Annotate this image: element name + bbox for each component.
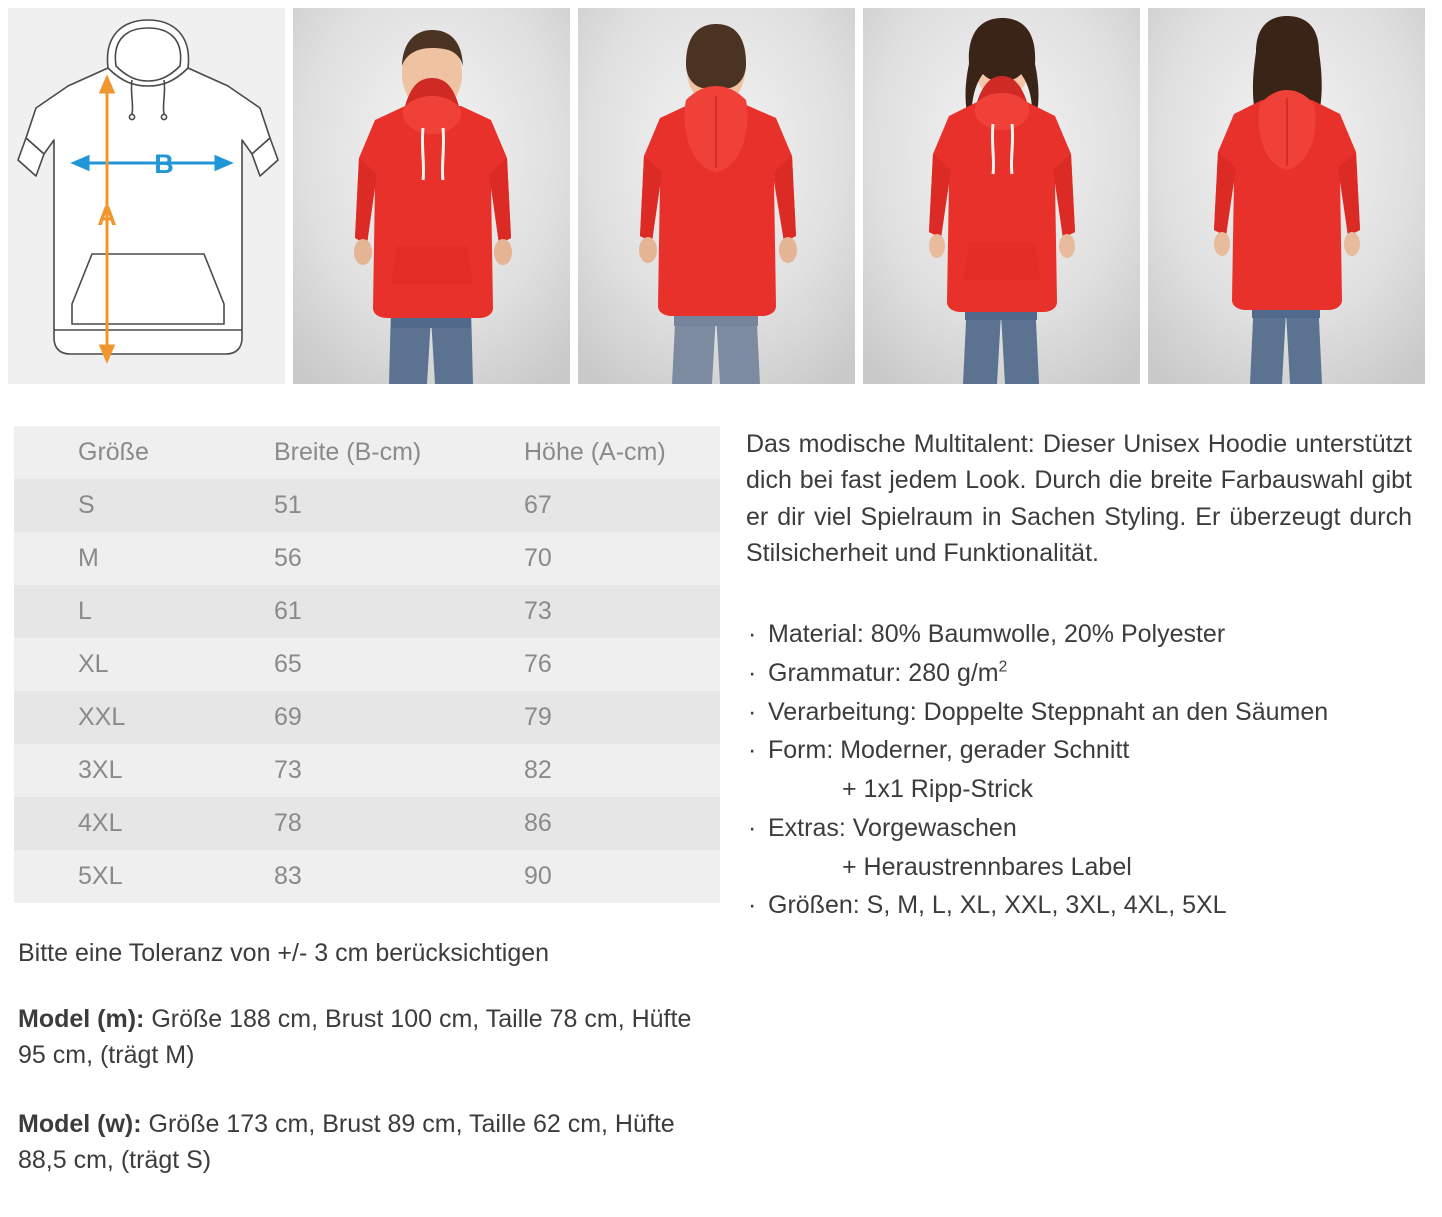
model-female-label: Model (w): bbox=[18, 1110, 142, 1138]
table-row bbox=[14, 744, 720, 797]
list-item-sub bbox=[746, 848, 1412, 887]
model-female-measurements bbox=[14, 1107, 718, 1178]
dimension-label-a: A bbox=[97, 201, 117, 231]
cell-size: XL bbox=[78, 650, 109, 678]
spec-list bbox=[746, 615, 1412, 925]
cell-height: 79 bbox=[524, 703, 552, 731]
table-row bbox=[14, 638, 720, 691]
product-details bbox=[0, 384, 1442, 1178]
product-description: Das modische Multitalent: Dieser Unisex Hoodie unterstützt dich bei fast jedem Look. Durch die breite Farbauswahl gibt er dir viel Spielraum in Sachen Styling. Er überzeugt durch Stilsicherheit und Funktionalität. bbox=[746, 430, 1412, 567]
table-header-width: Breite (B-cm) bbox=[274, 438, 422, 466]
list-item bbox=[746, 809, 1412, 848]
table-row bbox=[14, 479, 720, 532]
photo-model-female-back[interactable] bbox=[1148, 8, 1425, 384]
spec-text: Größen: S, M, L, XL, XXL, 3XL, 4XL, 5XL bbox=[768, 891, 1227, 920]
cell-width: 78 bbox=[274, 809, 302, 837]
cell-size: M bbox=[78, 544, 99, 572]
model-male-text: Größe 188 cm, Brust 100 cm, Taille 78 cm, Hüfte 95 cm, (trägt M) bbox=[18, 1005, 692, 1069]
cell-height: 67 bbox=[524, 491, 552, 519]
bullet-icon: · bbox=[748, 697, 757, 726]
cell-size: L bbox=[78, 597, 92, 625]
bullet-icon: · bbox=[748, 813, 757, 842]
spec-text: Verarbeitung: Doppelte Steppnaht an den Säumen bbox=[768, 697, 1329, 726]
spec-text: + 1x1 Ripp-Strick bbox=[842, 775, 1034, 803]
cell-width: 56 bbox=[274, 544, 302, 572]
cell-height: 76 bbox=[524, 650, 552, 678]
list-item-sub bbox=[746, 770, 1412, 809]
spec-text: Grammatur: 280 g/m bbox=[768, 658, 999, 687]
dimension-label-b: B bbox=[154, 149, 174, 179]
table-row bbox=[14, 797, 720, 850]
spec-text: Form: Moderner, gerader Schnitt bbox=[768, 736, 1130, 765]
cell-width: 51 bbox=[274, 491, 302, 519]
cell-size: 3XL bbox=[78, 756, 123, 784]
spec-text: Extras: Vorgewaschen bbox=[768, 813, 1017, 842]
bullet-icon: · bbox=[748, 620, 757, 648]
cell-width: 73 bbox=[274, 756, 302, 784]
list-item bbox=[746, 654, 1412, 693]
cell-width: 69 bbox=[274, 703, 302, 731]
model-male-measurements bbox=[14, 1002, 718, 1073]
table-row bbox=[14, 691, 720, 744]
model-male-label: Model (m): bbox=[18, 1005, 145, 1033]
cell-size: 4XL bbox=[78, 809, 123, 837]
cell-size: S bbox=[78, 491, 95, 519]
table-row bbox=[14, 850, 720, 903]
table-header-size: Größe bbox=[78, 438, 149, 466]
table-header-height: Höhe (A-cm) bbox=[524, 438, 666, 466]
spec-text: + Heraustrennbares Label bbox=[842, 852, 1132, 881]
size-table bbox=[14, 426, 720, 903]
cell-height: 90 bbox=[524, 862, 552, 890]
list-item bbox=[746, 615, 1412, 654]
product-image-strip bbox=[0, 0, 1442, 384]
table-row bbox=[14, 585, 720, 638]
cell-size: XXL bbox=[78, 703, 126, 731]
spec-text: Material: 80% Baumwolle, 20% Polyester bbox=[768, 620, 1226, 648]
list-item bbox=[746, 886, 1412, 925]
table-row bbox=[14, 532, 720, 585]
photo-model-female-front[interactable] bbox=[863, 8, 1140, 384]
cell-height: 70 bbox=[524, 544, 552, 572]
model-female-text: Größe 173 cm, Brust 89 cm, Taille 62 cm, Hüfte 88,5 cm, (trägt S) bbox=[18, 1110, 675, 1174]
bullet-icon: · bbox=[748, 658, 757, 687]
spec-superscript: 2 bbox=[998, 658, 1008, 676]
description-column bbox=[726, 426, 1426, 1178]
photo-technical-drawing[interactable] bbox=[8, 8, 285, 384]
list-item bbox=[746, 731, 1412, 770]
list-item bbox=[746, 693, 1412, 732]
cell-height: 82 bbox=[524, 756, 552, 784]
size-column bbox=[0, 426, 726, 1178]
bullet-icon: · bbox=[748, 736, 757, 765]
cell-size: 5XL bbox=[78, 862, 123, 890]
cell-width: 65 bbox=[274, 650, 302, 678]
photo-model-male-front[interactable] bbox=[293, 8, 570, 384]
cell-height: 86 bbox=[524, 809, 552, 837]
table-header-row bbox=[14, 426, 720, 479]
photo-model-male-back[interactable] bbox=[578, 8, 855, 384]
bullet-icon: · bbox=[748, 891, 757, 920]
tolerance-note: Bitte eine Toleranz von +/- 3 cm berücksichtigen bbox=[18, 939, 550, 967]
cell-width: 83 bbox=[274, 862, 302, 890]
cell-width: 61 bbox=[274, 597, 302, 625]
cell-height: 73 bbox=[524, 597, 552, 625]
